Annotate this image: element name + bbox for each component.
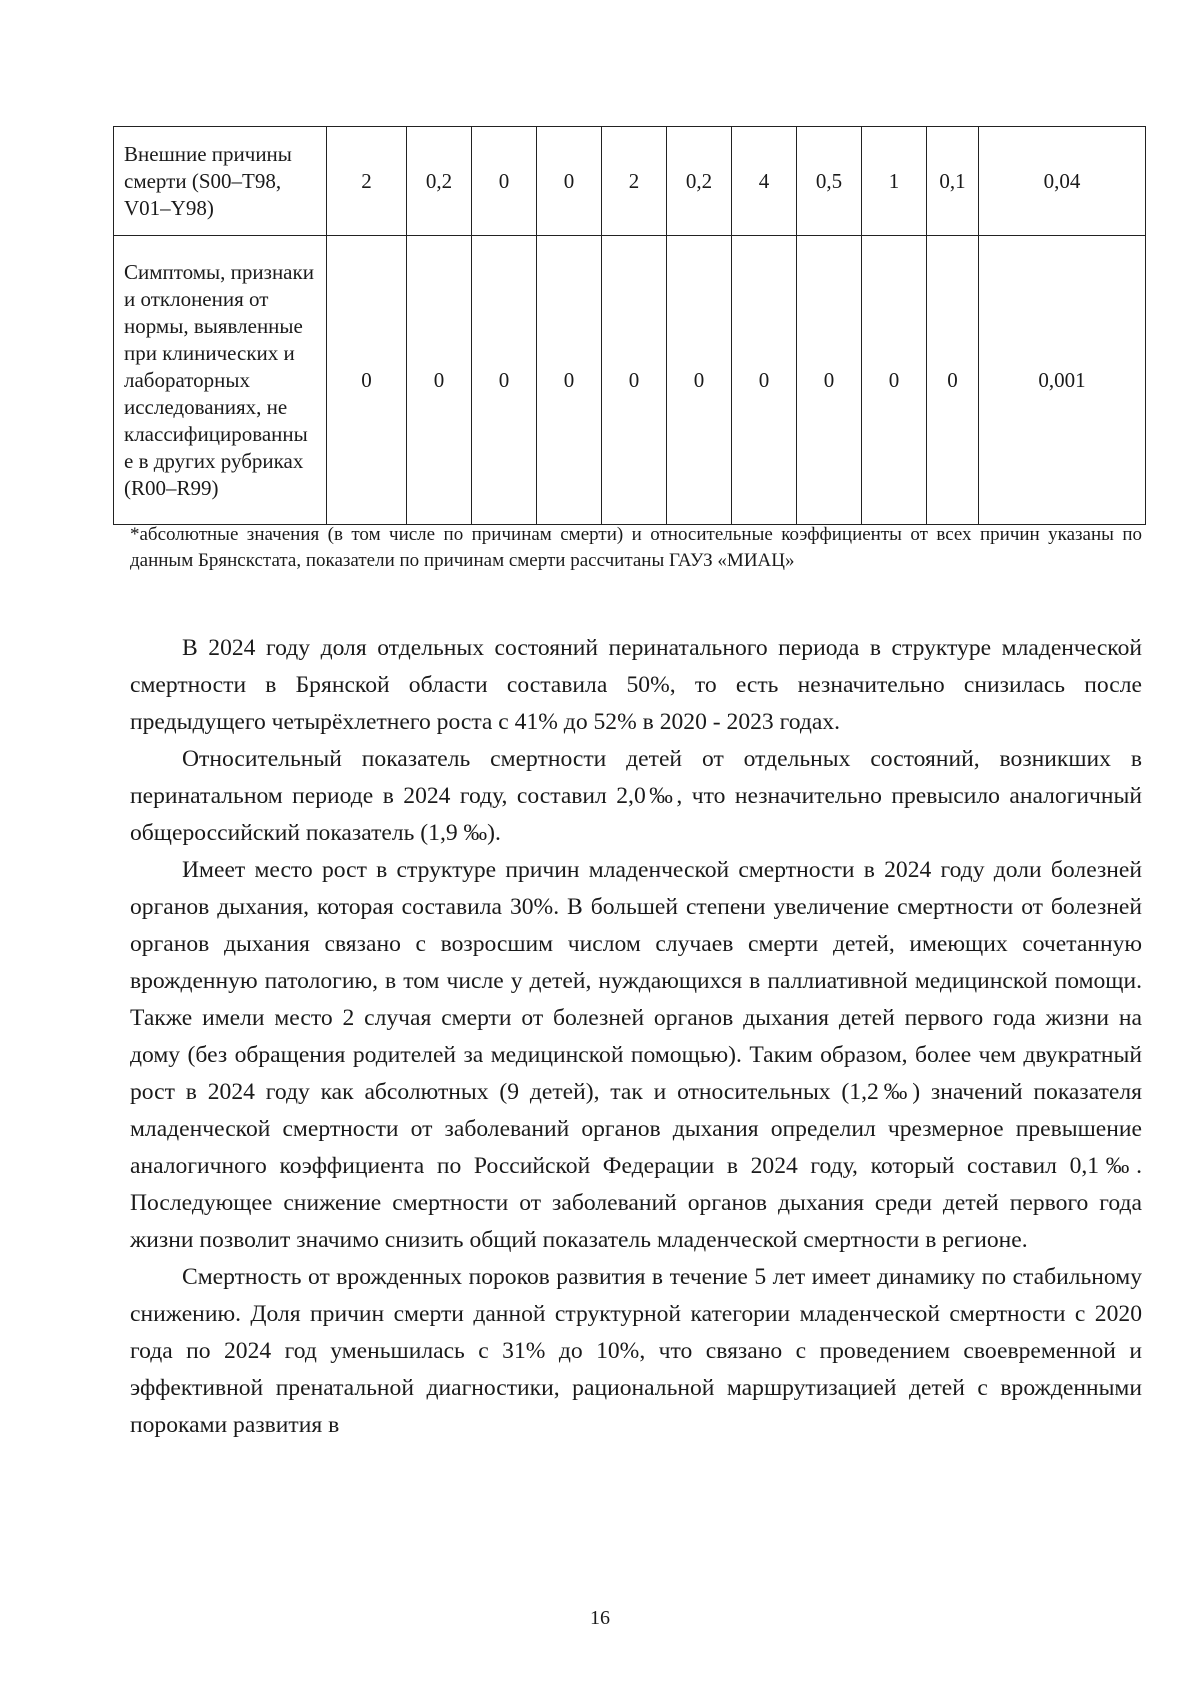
- paragraph: В 2024 году доля отдельных состояний перинатального периода в структуре младенческой смертности в Брянской области составила 50%, то есть незначительно снизилась после предыдущего четырёхлетнего роста с 41% до 52% в 2020 - 2023 годах.: [130, 635, 1142, 735]
- table-cell: 0: [927, 236, 979, 525]
- table-cell: 0: [472, 236, 537, 525]
- table-row: [114, 236, 1146, 525]
- table-cell: 2: [327, 127, 407, 236]
- table-cell: 0: [732, 236, 797, 525]
- paragraph: Относительный показатель смертности детей от отдельных состояний, возникших в перинатальном периоде в 2024 году, составил 2,0‰, что незначительно превысило аналогичный общероссийский показатель (1,9 ‰).: [130, 746, 1142, 846]
- paragraph: Имеет место рост в структуре причин младенческой смертности в 2024 году доли болезней органов дыхания, которая составила 30%. В большей степени увеличение смертности от болезней органов дыхания связано с возросшим числом случаев смерти детей, имеющих сочетанную врожденную патологию, в том числе у детей, нуждающихся в паллиативной медицинской помощи. Также имели место 2 случая смерти от болезней органов дыхания детей первого года жизни на дому (без обращения родителей за медицинской помощью). Таким образом, более чем двукратный рост в 2024 году как абсолютных (9 детей), так и относительных (1,2‰) значений показателя младенческой смертности от заболеваний органов дыхания определил чрезмерное превышение аналогичного коэффициента по Российской Федерации в 2024 году, который составил 0,1‰. Последующее снижение смертности от заболеваний органов дыхания среди детей первого года жизни позволит значимо снизить общий показатель младенческой смертности в регионе.: [130, 857, 1142, 1253]
- body-text: [130, 630, 1142, 1444]
- paragraph: Смертность от врожденных пороков развития в течение 5 лет имеет динамику по стабильному снижению. Доля причин смерти данной структурной категории младенческой смертности с 2020 года по 2024 год уменьшилась с 31% до 10%, что связано с проведением своевременной и эффективной пренатальной диагностики, рациональной маршрутизацией детей с врожденными пороками развития в: [130, 1264, 1142, 1438]
- table-row: [114, 127, 1146, 236]
- table-footnote: *абсолютные значения (в том числе по причинам смерти) и относительные коэффициенты от всех причин указаны по данным Брянскстата, показатели по причинам смерти рассчитаны ГАУЗ «МИАЦ»: [130, 524, 1142, 571]
- table-cell: 0: [472, 127, 537, 236]
- table-cell: 0,1: [927, 127, 979, 236]
- table-cell: 0,5: [797, 127, 862, 236]
- mortality-table: [113, 126, 1146, 525]
- table-cell: 1: [862, 127, 927, 236]
- table-cell: 0: [862, 236, 927, 525]
- table-cell: 0: [667, 236, 732, 525]
- table-cell: 0: [537, 127, 602, 236]
- table-cell: 0,04: [979, 127, 1146, 236]
- row-label: Симптомы, признаки и отклонения от нормы, выявленные при клинических и лабораторных исследованиях, не классифицированны е в других рубриках (R00–R99): [114, 236, 327, 525]
- table-cell: 0: [797, 236, 862, 525]
- table-cell: 2: [602, 127, 667, 236]
- table-cell: 0,2: [407, 127, 472, 236]
- table-cell: 0: [602, 236, 667, 525]
- table-cell: 0: [327, 236, 407, 525]
- table-cell: 4: [732, 127, 797, 236]
- table-cell: 0: [537, 236, 602, 525]
- table-cell: 0: [407, 236, 472, 525]
- row-label: Внешние причины смерти (S00–T98, V01–Y98): [114, 127, 327, 236]
- page-number: 16: [590, 1607, 610, 1629]
- table-cell: 0,001: [979, 236, 1146, 525]
- table-cell: 0,2: [667, 127, 732, 236]
